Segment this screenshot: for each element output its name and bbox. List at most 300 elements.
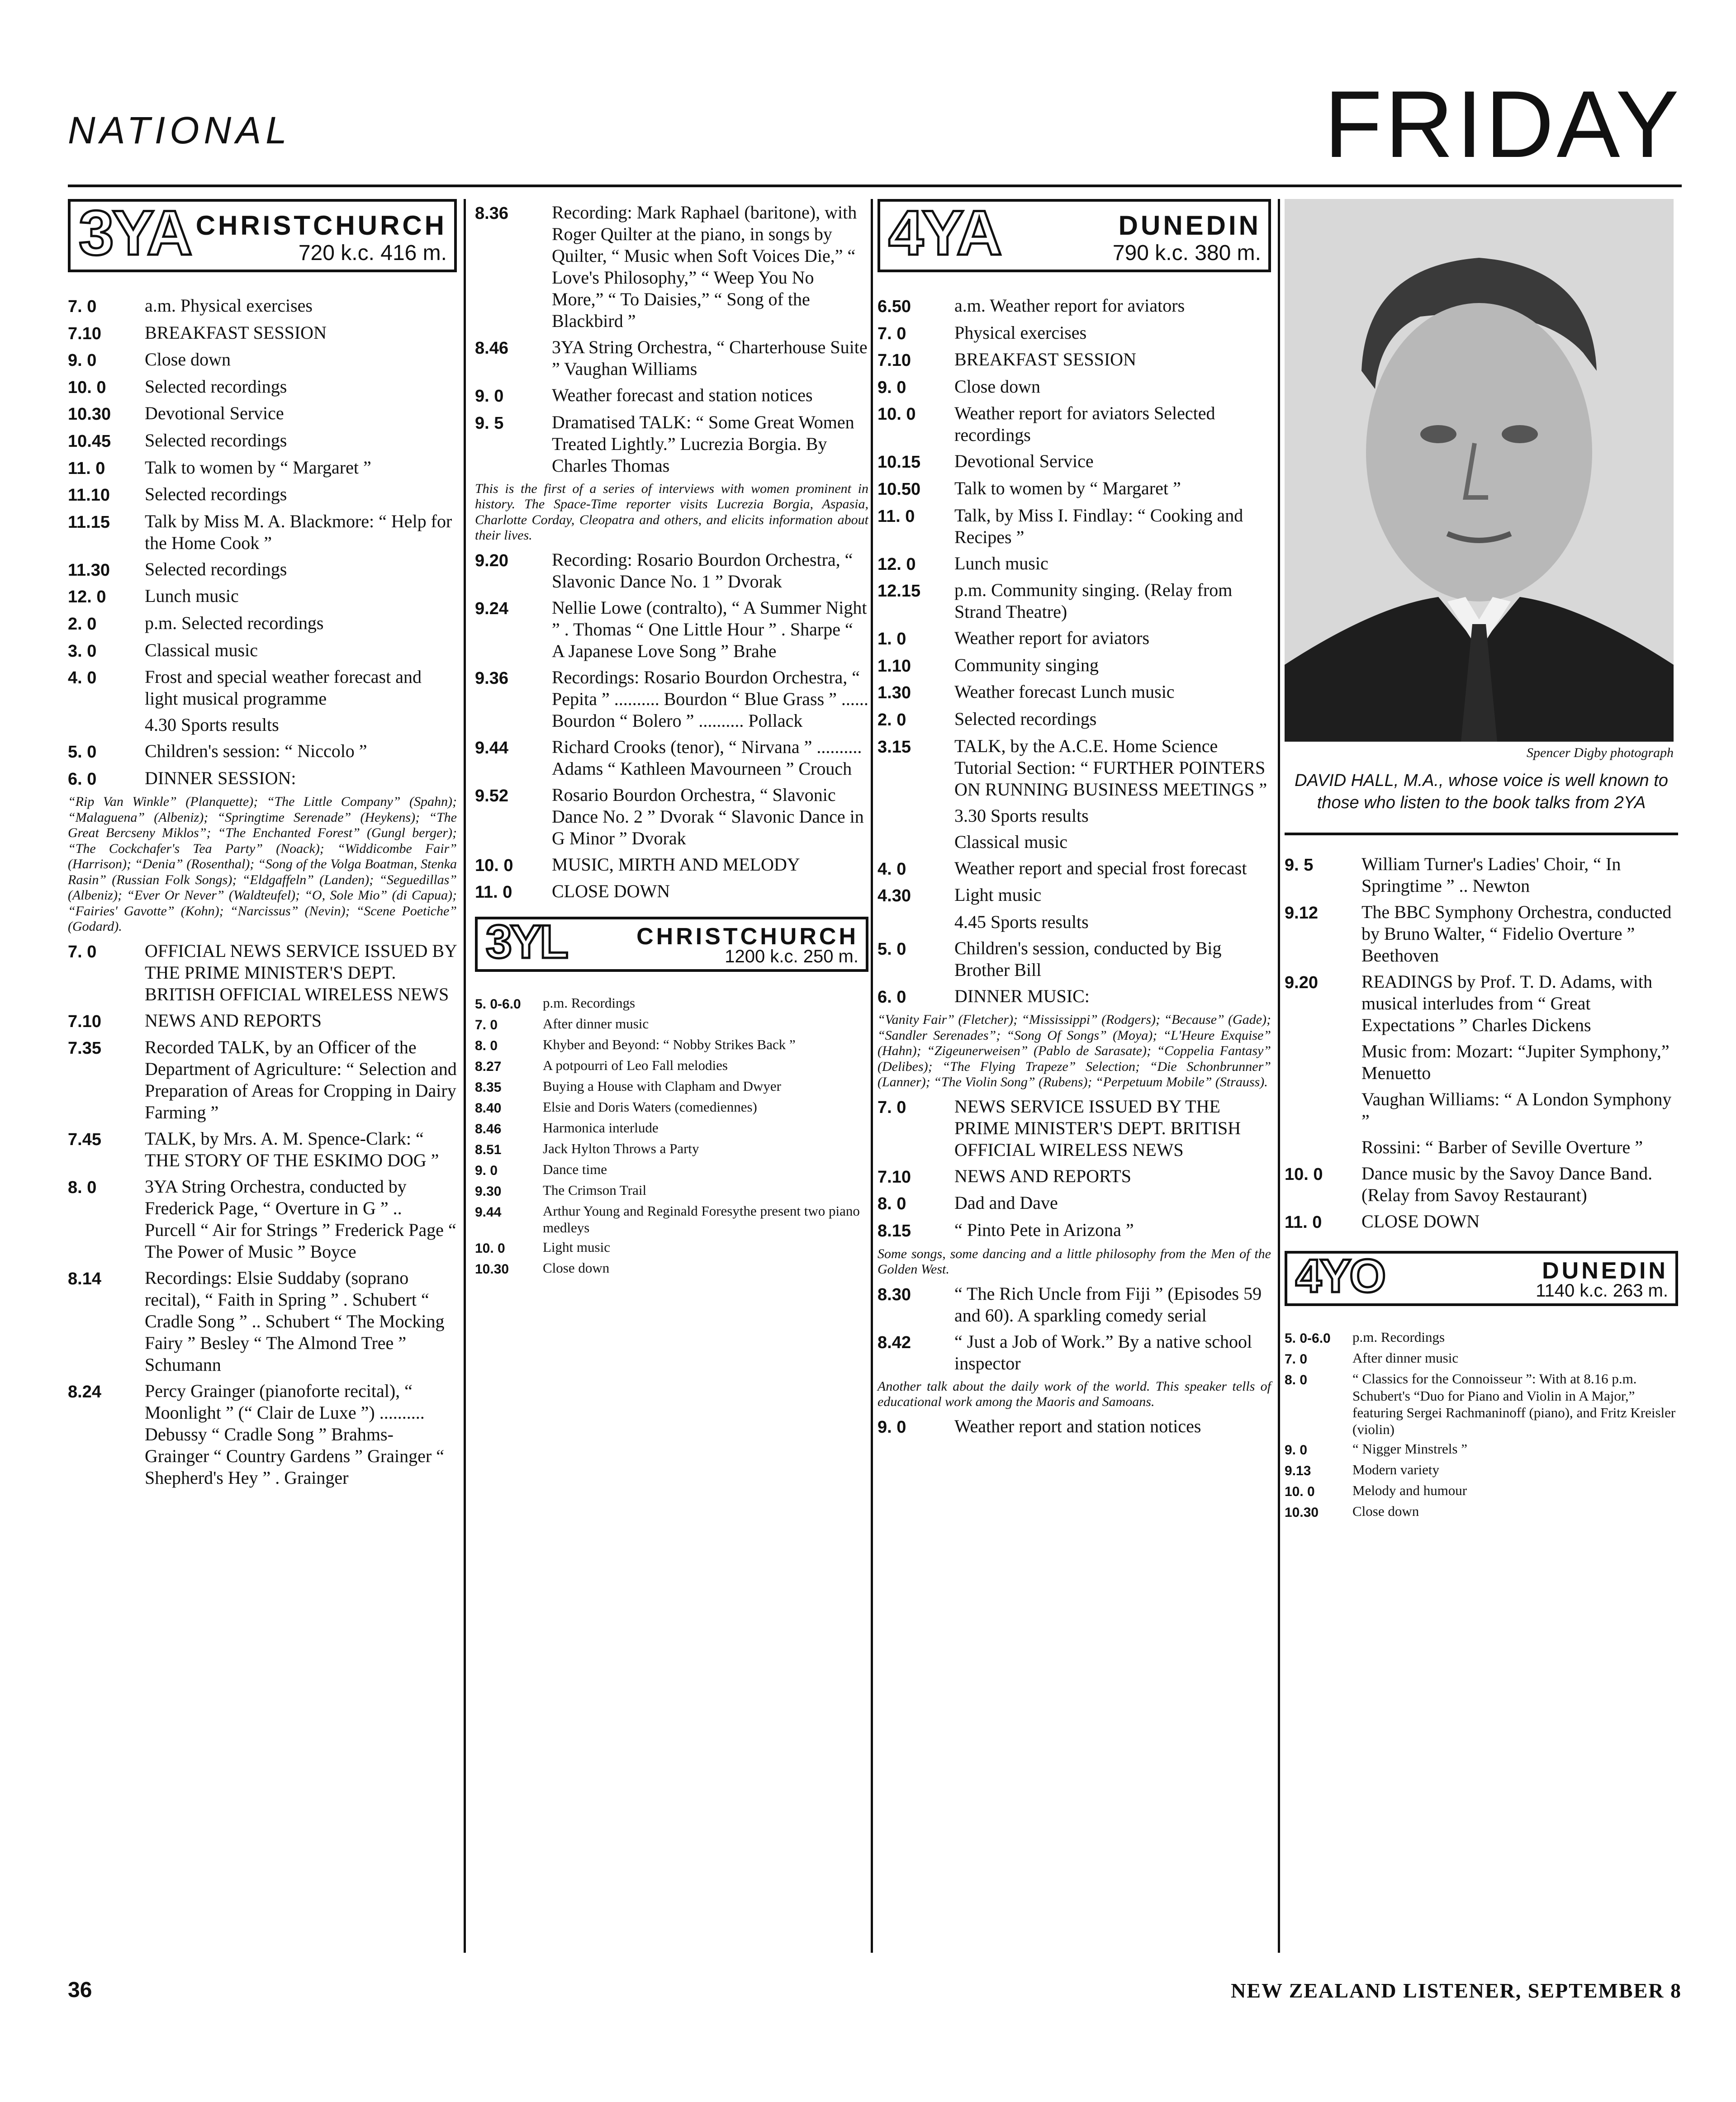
schedule-time: 4. 0 xyxy=(68,668,97,688)
schedule-time: 2. 0 xyxy=(877,710,906,729)
schedule-item xyxy=(877,681,1271,704)
schedule-description: BREAKFAST SESSION xyxy=(954,349,1136,370)
station-call-sign: 4YA xyxy=(888,197,1001,268)
schedule-item xyxy=(1285,1440,1678,1458)
schedule-time: 11. 0 xyxy=(1285,1212,1322,1232)
schedule-description: BREAKFAST SESSION xyxy=(145,322,327,343)
schedule-time: 7.10 xyxy=(877,351,911,370)
station-box-4ya xyxy=(877,199,1271,272)
station-box-4yo xyxy=(1285,1251,1678,1306)
schedule-description: Harmonica interlude xyxy=(543,1119,659,1136)
schedule-list xyxy=(475,202,868,477)
schedule-item xyxy=(877,402,1271,446)
schedule-description: TALK, by the A.C.E. Home Science Tutorial Section: “ FURTHER POINTERS ON RUNNING BUSINESS MEETINGS ” xyxy=(954,735,1267,800)
schedule-item xyxy=(475,597,868,662)
column-4 xyxy=(1285,199,1678,1953)
schedule-time: 3. 0 xyxy=(68,641,97,661)
schedule-description: TALK, by Mrs. A. M. Spence-Clark: “ THE STORY OF THE ESKIMO DOG ” xyxy=(145,1128,439,1171)
schedule-item xyxy=(475,1036,868,1054)
schedule-description: 3YA String Orchestra, “ Charterhouse Suite ” Vaughan Williams xyxy=(552,337,868,379)
schedule-item xyxy=(68,322,457,345)
schedule-description: MUSIC, MIRTH AND MELODY xyxy=(552,854,800,875)
schedule-item xyxy=(1285,1461,1678,1479)
page-number: 36 xyxy=(68,1978,92,2002)
schedule-item xyxy=(877,1219,1271,1242)
schedule-description: Children's session, conducted by Big Brother Bill xyxy=(954,937,1222,980)
schedule-item xyxy=(68,1010,457,1032)
schedule-item xyxy=(68,740,457,763)
schedule-description: CLOSE DOWN xyxy=(552,881,670,902)
schedule-time: 8. 0 xyxy=(877,1194,906,1214)
schedule-item xyxy=(68,402,457,425)
schedule-time: 8.14 xyxy=(68,1269,101,1289)
schedule-time: 8.35 xyxy=(475,1079,502,1095)
schedule-description: Devotional Service xyxy=(954,451,1094,472)
schedule-item xyxy=(877,735,1271,800)
schedule-description: a.m. Weather report for aviators xyxy=(954,295,1185,316)
schedule-time xyxy=(1285,1041,1361,1084)
schedule-time: 10. 0 xyxy=(475,856,513,875)
schedule-item xyxy=(877,805,1271,827)
schedule-item xyxy=(1285,1089,1678,1132)
schedule-description: Selected recordings xyxy=(954,708,1097,729)
schedule-item xyxy=(68,483,457,506)
schedule-time: 8.42 xyxy=(877,1333,911,1352)
schedule-item xyxy=(475,1161,868,1179)
schedule-item xyxy=(68,1037,457,1123)
schedule-time: 9.24 xyxy=(475,599,508,618)
schedule-time: 8.36 xyxy=(475,204,508,223)
schedule-item xyxy=(68,349,457,371)
schedule-list xyxy=(877,1096,1271,1242)
schedule-time: 9.52 xyxy=(475,786,508,805)
schedule-description: Weather forecast Lunch music xyxy=(954,682,1175,702)
schedule-time: 3.15 xyxy=(877,737,911,757)
schedule-description: Talk by Miss M. A. Blackmore: “ Help for the Home Cook ” xyxy=(145,511,452,553)
schedule-description: Recordings: Rosario Bourdon Orchestra, “ Pepita ” .......... Bourdon “ Blue Grass ” ...... Bourdon “ Bolero ” .......... Pollack xyxy=(552,667,868,731)
schedule-time: 8. 0 xyxy=(1285,1373,1308,1388)
schedule-time: 11. 0 xyxy=(475,883,512,902)
station-frequency: 720 k.c. 416 m. xyxy=(298,241,447,265)
schedule-item xyxy=(1285,1503,1678,1521)
schedule-description: Arthur Young and Reginald Foresythe present two piano medleys xyxy=(543,1202,860,1236)
schedule-item xyxy=(1285,971,1678,1036)
station-frequency: 790 k.c. 380 m. xyxy=(1112,241,1261,265)
schedule-time: 9.20 xyxy=(475,551,508,570)
schedule-time: 11.30 xyxy=(68,560,110,580)
schedule-description: Recording: Rosario Bourdon Orchestra, “ Slavonic Dance No. 1 ” Dvorak xyxy=(552,549,853,592)
schedule-description: Recorded TALK, by an Officer of the Department of Agriculture: “ Selection and Preparation of Areas for Cropping in Dairy Farming ” xyxy=(145,1037,457,1123)
schedule-time: 5. 0-6.0 xyxy=(1285,1331,1331,1346)
schedule-description: Jack Hylton Throws a Party xyxy=(543,1140,699,1156)
schedule-item xyxy=(877,478,1271,500)
schedule-time: 10.30 xyxy=(1285,1505,1319,1520)
schedule-item xyxy=(68,612,457,635)
schedule-description: 3YA String Orchestra, conducted by Frederick Page, “ Overture in G ” .. Purcell “ Air for Strings ” Frederick Page “ The Power of Music ” Boyce xyxy=(145,1176,456,1262)
schedule-description: NEWS SERVICE ISSUED BY THE PRIME MINISTER'S DEPT. BRITISH OFFICIAL WIRELESS NEWS xyxy=(954,1096,1241,1160)
schedule-item xyxy=(877,857,1271,880)
schedule-time: 7. 0 xyxy=(68,942,97,961)
schedule-description: Weather report and special frost forecast xyxy=(954,857,1247,878)
schedule-description: “ The Rich Uncle from Fiji ” (Episodes 59 and 60). A sparkling comedy serial xyxy=(954,1283,1262,1326)
schedule-description: Weather report and station notices xyxy=(954,1416,1201,1436)
schedule-time: 9.44 xyxy=(475,1204,502,1220)
schedule-list xyxy=(475,549,868,903)
schedule-time: 5. 0 xyxy=(68,743,97,762)
schedule-time: 7. 0 xyxy=(877,324,906,343)
schedule-time: 8.40 xyxy=(475,1100,502,1116)
schedule-item xyxy=(68,1176,457,1263)
schedule-time: 1. 0 xyxy=(877,630,906,649)
station-frequency: 1140 k.c. 263 m. xyxy=(1536,1281,1668,1301)
schedule-description: Rosario Bourdon Orchestra, “ Slavonic Dance No. 2 ” Dvorak “ Slavonic Dance in G Minor ” Dvorak xyxy=(552,784,864,848)
portrait-photo xyxy=(1285,199,1674,742)
schedule-description: Melody and humour xyxy=(1352,1482,1467,1499)
schedule-description: Light music xyxy=(954,885,1042,905)
photo-caption: DAVID HALL, M.A., whose voice is well known to those who listen to the book talks from 2YA xyxy=(1285,770,1678,835)
schedule-item xyxy=(1285,1136,1678,1158)
schedule-description: Weather forecast and station notices xyxy=(552,385,813,405)
schedule-item xyxy=(475,202,868,332)
schedule-list xyxy=(68,940,457,1489)
schedule-description: Music from: Mozart: “Jupiter Symphony,” Menuetto xyxy=(1361,1041,1670,1083)
schedule-time: 8.30 xyxy=(877,1285,911,1304)
schedule-description: DINNER MUSIC: xyxy=(954,985,1090,1006)
schedule-item xyxy=(877,295,1271,317)
schedule-list xyxy=(877,1283,1271,1374)
schedule-time: 10. 0 xyxy=(1285,1484,1315,1500)
schedule-time: 9. 0 xyxy=(68,351,97,370)
schedule-item xyxy=(1285,1349,1678,1368)
schedule-time: 6. 0 xyxy=(68,769,97,789)
schedule-description: p.m. Recordings xyxy=(543,994,636,1011)
schedule-time: 10. 0 xyxy=(1285,1165,1323,1184)
section-label: NATIONAL xyxy=(68,109,291,151)
schedule-time: 7.45 xyxy=(68,1130,101,1150)
schedule-item xyxy=(475,1202,868,1236)
schedule-item xyxy=(68,430,457,452)
schedule-description: Dance music by the Savoy Dance Band. (Relay from Savoy Restaurant) xyxy=(1361,1163,1653,1205)
schedule-item xyxy=(475,412,868,477)
schedule-item xyxy=(68,585,457,608)
schedule-item xyxy=(877,985,1271,1008)
schedule-time: 4.30 xyxy=(877,886,911,906)
schedule-time: 11. 0 xyxy=(68,459,105,478)
schedule-item xyxy=(877,505,1271,548)
schedule-time xyxy=(1285,1089,1361,1132)
station-box-3yl xyxy=(475,917,868,972)
schedule-description: “ Nigger Minstrels ” xyxy=(1352,1441,1467,1457)
schedule-description: After dinner music xyxy=(1352,1350,1459,1366)
schedule-time: 12. 0 xyxy=(877,554,916,574)
schedule-item xyxy=(877,911,1271,933)
schedule-item xyxy=(877,708,1271,731)
schedule-description: Selected recordings xyxy=(145,376,287,397)
schedule-description: Classical music xyxy=(954,831,1067,852)
schedule-time: 2. 0 xyxy=(68,614,97,634)
station-city: CHRISTCHURCH xyxy=(636,923,859,950)
programme-note: Another talk about the daily work of the world. This speaker tells of educational work among the Maoris and Samoans. xyxy=(877,1378,1271,1410)
schedule-description: “ Just a Job of Work.” By a native school inspector xyxy=(954,1331,1252,1373)
schedule-time: 9. 0 xyxy=(1285,1443,1308,1458)
schedule-item xyxy=(475,1259,868,1278)
schedule-time: 8. 0 xyxy=(475,1038,498,1053)
schedule-time: 10.15 xyxy=(877,453,921,472)
schedule-time: 6. 0 xyxy=(877,987,906,1007)
schedule-item xyxy=(68,559,457,581)
schedule-time: 8.27 xyxy=(475,1059,502,1074)
station-box-3ya xyxy=(68,199,457,272)
schedule-item xyxy=(475,1182,868,1200)
schedule-item xyxy=(1285,1329,1678,1347)
schedule-item xyxy=(475,736,868,780)
schedule-description: A potpourri of Leo Fall melodies xyxy=(543,1057,728,1073)
column-3 xyxy=(877,199,1271,1953)
column-2 xyxy=(475,199,868,1953)
schedule-item xyxy=(877,553,1271,575)
schedule-description: DINNER SESSION: xyxy=(145,767,296,788)
schedule-description: Talk, by Miss I. Findlay: “ Cooking and Recipes ” xyxy=(954,505,1243,547)
schedule-item xyxy=(877,884,1271,907)
schedule-time: 4. 0 xyxy=(877,859,906,879)
schedule-description: Elsie and Doris Waters (comediennes) xyxy=(543,1098,757,1115)
schedule-item xyxy=(877,937,1271,981)
schedule-item xyxy=(877,579,1271,623)
schedule-description: 4.30 Sports results xyxy=(145,715,279,735)
schedule-list xyxy=(877,1416,1271,1438)
schedule-item xyxy=(68,767,457,790)
schedule-time: 10. 0 xyxy=(475,1241,505,1256)
schedule-item xyxy=(877,322,1271,345)
programme-note: This is the first of a series of interviews with women prominent in history. The Space-Time reporter visits Lucrezia Borgia, Aspasia, Charlotte Corday, Cleopatra and others, and elicits information about their lives. xyxy=(475,481,868,543)
schedule-description: Close down xyxy=(145,349,231,370)
schedule-time: 11. 0 xyxy=(877,507,915,526)
schedule-description: Community singing xyxy=(954,654,1099,675)
schedule-time xyxy=(877,831,954,853)
station-city: DUNEDIN xyxy=(1542,1258,1668,1284)
schedule-description: Dad and Dave xyxy=(954,1193,1058,1213)
schedule-item xyxy=(68,295,457,317)
schedule-description: Children's session: “ Niccolo ” xyxy=(145,741,367,762)
schedule-item xyxy=(877,1192,1271,1215)
schedule-description: Recordings: Elsie Suddaby (soprano recital), “ Faith in Spring ” . Schubert “ Cradle Song ” .. Schubert “ The Mocking Fairy ” Besley “ The Almond Tree ” Schumann xyxy=(145,1268,445,1375)
schedule-item xyxy=(1285,901,1678,966)
schedule-description: Richard Crooks (tenor), “ Nirvana ” .......... Adams “ Kathleen Mavourneen ” Crouch xyxy=(552,736,862,779)
schedule-time: 1.10 xyxy=(877,656,911,676)
schedule-time: 11.15 xyxy=(68,512,110,532)
schedule-item xyxy=(68,457,457,479)
schedule-time: 9. 0 xyxy=(475,387,504,406)
schedule-item xyxy=(877,627,1271,650)
schedule-description: William Turner's Ladies' Choir, “ In Springtime ” .. Newton xyxy=(1361,853,1621,896)
programme-note: “Rip Van Winkle” (Planquette); “The Little Company” (Spahn); “Malaguena” (Albeniz); “Springtime Serenade” (Heykens); “The Great Bercseny Miklos”; “The Enchanted Forest” (Gungl berger); “The Cockchafer's Tea Party” (Noack); “Widdicombe Fair” (Harrison); “Denia” (Rosenthal); “Song of the Volga Boatman, Stenka Rasin” (Russian Folk Songs); “Eldgaffeln” (Landen); “Seguedillas” (Albeniz); “Ever Or Never” (Waldteufel); “O, Sole Mio” (di Capua); “Fairies' Gavotte” (Kohn); “Narcissus” (Nevin); “Scene Poetiche” (Godard). xyxy=(68,794,457,934)
schedule-description: Devotional Service xyxy=(145,403,284,424)
schedule-description: p.m. Recordings xyxy=(1352,1329,1445,1345)
schedule-time: 9.44 xyxy=(475,738,508,757)
schedule-time: 10.30 xyxy=(68,405,111,424)
schedule-time xyxy=(877,805,954,827)
schedule-description: Dance time xyxy=(543,1161,607,1177)
schedule-item xyxy=(475,1057,868,1075)
schedule-time: 7.35 xyxy=(68,1039,101,1058)
schedule-item xyxy=(475,994,868,1013)
schedule-time: 10. 0 xyxy=(877,405,916,424)
schedule-item xyxy=(475,1098,868,1117)
schedule-item xyxy=(475,549,868,592)
schedule-time xyxy=(877,911,954,933)
schedule-item xyxy=(1285,853,1678,897)
schedule-description: Talk to women by “ Margaret ” xyxy=(145,457,371,478)
station-frequency: 1200 k.c. 250 m. xyxy=(725,946,859,966)
schedule-item xyxy=(877,450,1271,473)
schedule-description: Close down xyxy=(1352,1503,1419,1520)
schedule-list xyxy=(475,994,868,1278)
schedule-time: 7.10 xyxy=(68,1012,101,1031)
portrait-illustration xyxy=(1285,199,1674,742)
schedule-description: Physical exercises xyxy=(954,322,1087,343)
column-1 xyxy=(68,199,457,1953)
schedule-description: Light music xyxy=(543,1239,610,1255)
schedule-description: Classical music xyxy=(145,639,258,660)
schedule-item xyxy=(68,666,457,710)
schedule-time: 10.50 xyxy=(877,479,921,499)
schedule-time: 5. 0 xyxy=(877,939,906,959)
schedule-item xyxy=(475,1078,868,1096)
schedule-item xyxy=(475,336,868,380)
schedule-description: p.m. Community singing. (Relay from Strand Theatre) xyxy=(954,580,1233,622)
schedule-list xyxy=(68,295,457,790)
schedule-time: 9. 0 xyxy=(475,1163,498,1178)
schedule-description: NEWS AND REPORTS xyxy=(954,1165,1131,1186)
station-call-sign: 3YL xyxy=(486,915,567,968)
schedule-list xyxy=(1285,853,1678,1233)
schedule-description: Selected recordings xyxy=(145,430,287,450)
schedule-time: 5. 0-6.0 xyxy=(475,996,521,1012)
schedule-item xyxy=(475,1239,868,1257)
schedule-time: 9.30 xyxy=(475,1184,502,1199)
schedule-item xyxy=(877,831,1271,853)
schedule-time: 12. 0 xyxy=(68,587,106,607)
schedule-item xyxy=(475,384,868,407)
schedule-item xyxy=(68,714,457,736)
schedule-item xyxy=(475,881,868,903)
schedule-description: Nellie Lowe (contralto), “ A Summer Night ” . Thomas “ One Little Hour ” . Sharpe “ A Japanese Love Song ” Brahe xyxy=(552,597,867,661)
schedule-time: 12.15 xyxy=(877,582,921,601)
schedule-description: OFFICIAL NEWS SERVICE ISSUED BY THE PRIME MINISTER'S DEPT. BRITISH OFFICIAL WIRELESS NEWS xyxy=(145,940,457,1004)
schedule-time xyxy=(68,714,145,736)
schedule-description: Dramatised TALK: “ Some Great Women Treated Lightly.” Lucrezia Borgia. By Charles Thomas xyxy=(552,412,854,476)
column-divider xyxy=(464,199,466,1953)
schedule-time: 9.12 xyxy=(1285,903,1318,923)
schedule-item xyxy=(68,1128,457,1171)
schedule-time: 9.13 xyxy=(1285,1463,1311,1479)
programme-note: Some songs, some dancing and a little philosophy from the Men of the Golden West. xyxy=(877,1246,1271,1277)
schedule-item xyxy=(1285,1211,1678,1233)
schedule-time: 6.50 xyxy=(877,297,911,316)
schedule-time: 8.46 xyxy=(475,339,508,358)
schedule-description: 3.30 Sports results xyxy=(954,805,1089,826)
schedule-description: Selected recordings xyxy=(145,484,287,505)
schedule-description: “ Classics for the Connoisseur ”: With at 8.16 p.m. Schubert's “Duo for Piano and Violin in A Major,” featuring Sergei Rachmaninoff (piano), and Fritz Kreisler (violin) xyxy=(1352,1371,1676,1437)
day-heading: FRIDAY xyxy=(1324,71,1682,177)
schedule-time: 7.10 xyxy=(68,324,101,343)
programme-note: “Vanity Fair” (Fletcher); “Mississippi” (Rodgers); “Because” (Gade); “Sandler Serenades”; “Song Of Songs” (Moya); “L'Heure Exquise” (Hahn); “Zigeunerweisen” (Pablo de Sarasate); “Coppelia Fantasy” (Delibes); “The Flying Trapeze” Selection; “Die Schonbrunner” (Lanner); “The Violin Song” (Rubens); “Perpetuum Mobile” (Strauss). xyxy=(877,1012,1271,1090)
schedule-time: 9.36 xyxy=(475,668,508,688)
publication-footer: NEW ZEALAND LISTENER, SEPTEMBER 8 xyxy=(1231,1979,1682,2002)
schedule-time: 8. 0 xyxy=(68,1178,97,1198)
schedule-time: 10.45 xyxy=(68,431,111,451)
schedule-item xyxy=(1285,1482,1678,1500)
schedule-time: 9. 5 xyxy=(1285,855,1314,875)
schedule-time: 9.20 xyxy=(1285,973,1318,992)
schedule-item xyxy=(475,1015,868,1033)
schedule-description: CLOSE DOWN xyxy=(1361,1211,1480,1231)
schedule-description: Khyber and Beyond: “ Nobby Strikes Back ” xyxy=(543,1036,796,1052)
schedule-item xyxy=(475,854,868,876)
schedule-description: Buying a House with Clapham and Dwyer xyxy=(543,1078,781,1094)
schedule-description: Lunch music xyxy=(145,586,239,606)
schedule-item xyxy=(68,1267,457,1376)
schedule-time: 7. 0 xyxy=(877,1098,906,1117)
schedule-time: 8.24 xyxy=(68,1382,101,1402)
schedule-item xyxy=(877,349,1271,371)
schedule-item xyxy=(877,376,1271,398)
schedule-item xyxy=(475,1140,868,1158)
schedule-description: Selected recordings xyxy=(145,559,287,579)
schedule-item xyxy=(877,1283,1271,1326)
schedule-item xyxy=(68,940,457,1005)
schedule-item xyxy=(877,654,1271,677)
schedule-description: The Crimson Trail xyxy=(543,1182,647,1198)
schedule-time: 8.46 xyxy=(475,1121,502,1136)
schedule-list xyxy=(1285,1329,1678,1521)
schedule-item xyxy=(68,639,457,662)
schedule-description: Rossini: “ Barber of Seville Overture ” xyxy=(1361,1136,1643,1157)
station-city: DUNEDIN xyxy=(1118,210,1261,241)
schedule-item xyxy=(1285,1370,1678,1438)
schedule-item xyxy=(877,1416,1271,1438)
schedule-list xyxy=(877,295,1271,1008)
schedule-description: Vaughan Williams: “ A London Symphony ” xyxy=(1361,1089,1672,1131)
column-divider xyxy=(1278,199,1280,1953)
schedule-description: 4.45 Sports results xyxy=(954,911,1089,932)
schedule-description: After dinner music xyxy=(543,1015,649,1032)
schedule-time: 10.30 xyxy=(475,1262,509,1277)
schedule-item xyxy=(68,1380,457,1489)
schedule-item xyxy=(475,1119,868,1137)
schedule-time: 7. 0 xyxy=(1285,1352,1308,1367)
schedule-description: Recording: Mark Raphael (baritone), with Roger Quilter at the piano, in songs by Quilter, “ Music when Soft Voices Die,” “ Love's Philosophy,” “ Weep You No More,” “ To Daisies,” “ Song of the Blackbird ” xyxy=(552,202,857,331)
schedule-time: 10. 0 xyxy=(68,378,106,397)
schedule-item xyxy=(877,1165,1271,1188)
station-call-sign: 4YO xyxy=(1295,1250,1385,1303)
schedule-item xyxy=(475,667,868,732)
schedule-time: 9. 0 xyxy=(877,378,906,397)
schedule-description: Weather report for aviators Selected recordings xyxy=(954,403,1215,445)
schedule-description: Frost and special weather forecast and light musical programme xyxy=(145,667,422,709)
schedule-item xyxy=(877,1331,1271,1374)
station-call-sign: 3YA xyxy=(79,197,191,268)
schedule-item xyxy=(1285,1163,1678,1206)
schedule-description: p.m. Selected recordings xyxy=(145,612,324,633)
photo-credit: Spencer Digby photograph xyxy=(1527,745,1674,760)
schedule-time: 7. 0 xyxy=(68,297,97,316)
schedule-time: 7. 0 xyxy=(475,1017,498,1032)
station-city: CHRISTCHURCH xyxy=(195,210,447,241)
schedule-time xyxy=(1285,1136,1361,1158)
schedule-description: Close down xyxy=(954,376,1040,397)
schedule-time: 7.10 xyxy=(877,1167,911,1187)
